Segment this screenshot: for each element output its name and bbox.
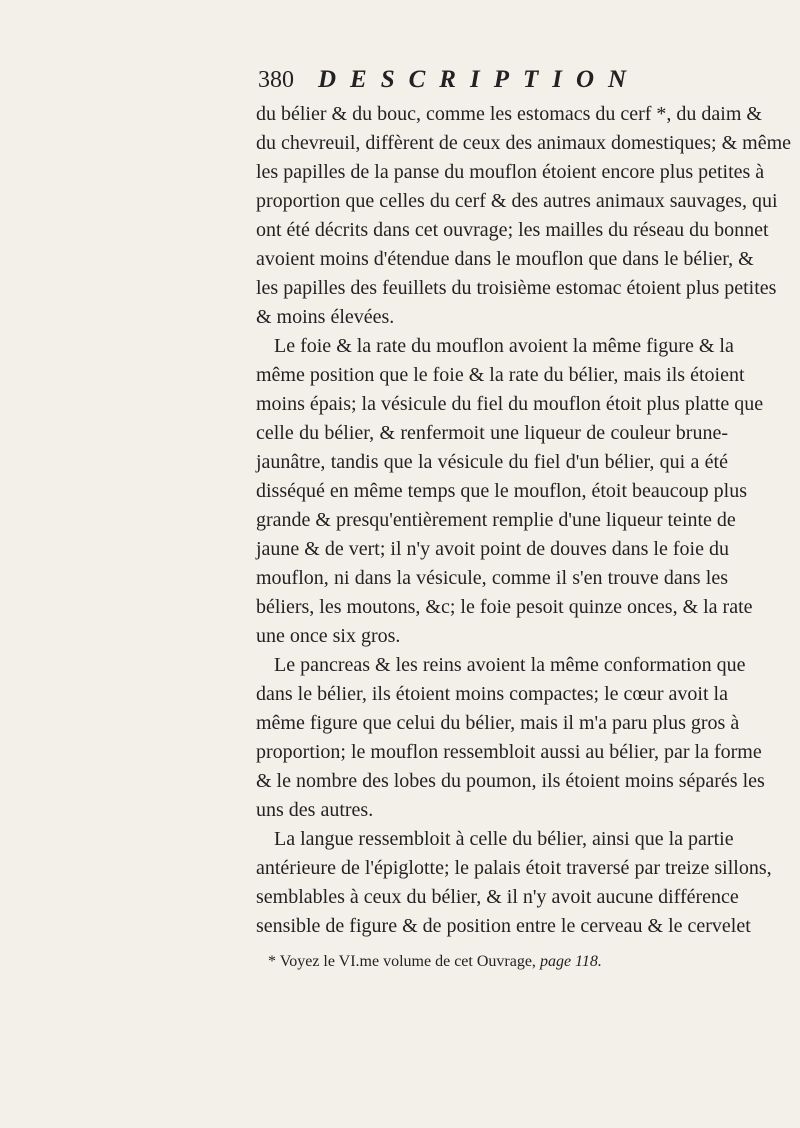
footnote-text: Voyez le VI.me volume de cet Ouvrage,: [279, 953, 536, 970]
text-line: moins épais; la vésicule du fiel du mouflon étoit plus platte que: [256, 393, 764, 415]
text-line: & le nombre des lobes du poumon, ils étoient moins séparés les: [256, 770, 765, 792]
text-line: du chevreuil, diffèrent de ceux des animaux domestiques; & même: [256, 132, 792, 154]
text-line: Le foie & la rate du mouflon avoient la même figure & la: [274, 335, 734, 357]
text-line: disséqué en même temps que le mouflon, étoit beaucoup plus: [256, 480, 747, 502]
text-line: grande & presqu'entièrement remplie d'une liqueur teinte de: [256, 509, 736, 531]
text-line: Le pancreas & les reins avoient la même conformation que: [274, 654, 746, 676]
text-line: même position que le foie & la rate du bélier, mais ils étoient: [256, 364, 745, 386]
text-line: jaune & de vert; il n'y avoit point de douves dans le foie du: [256, 538, 729, 560]
footnote: [268, 950, 728, 974]
text-line: semblables à ceux du bélier, & il n'y avoit aucune différence: [256, 886, 739, 908]
page-number: 380: [258, 67, 294, 93]
page-header: [258, 64, 728, 96]
text-line: dans le bélier, ils étoient moins compactes; le cœur avoit la: [256, 683, 728, 705]
text-line: avoient moins d'étendue dans le mouflon que dans le bélier, &: [256, 248, 754, 270]
text-line: mouflon, ni dans la vésicule, comme il s'en trouve dans les: [256, 567, 728, 589]
text-line: jaunâtre, tandis que la vésicule du fiel d'un bélier, qui a été: [256, 451, 728, 473]
footnote-page-ref: page 118.: [539, 953, 602, 970]
body-text: [256, 100, 792, 941]
running-title: DESCRIPTION: [318, 66, 641, 93]
text-line: les papilles des feuillets du troisième estomac étoient plus petites: [256, 277, 777, 299]
text-line: une once six gros.: [256, 625, 401, 647]
text-line: sensible de figure & de position entre le cerveau & le cervelet: [256, 915, 751, 937]
text-line: du bélier & du bouc, comme les estomacs du cerf *, du daim &: [256, 103, 762, 125]
text-line: même figure que celui du bélier, mais il m'a paru plus gros à: [256, 712, 740, 734]
text-line: uns des autres.: [256, 799, 374, 821]
text-line: les papilles de la panse du mouflon étoient encore plus petites à: [256, 161, 765, 183]
text-line: ont été décrits dans cet ouvrage; les mailles du réseau du bonnet: [256, 219, 769, 241]
footnote-marker: *: [268, 953, 276, 970]
text-line: La langue ressembloit à celle du bélier, ainsi que la partie: [274, 828, 734, 850]
text-line: antérieure de l'épiglotte; le palais étoit traversé par treize sillons,: [256, 857, 772, 879]
text-line: béliers, les moutons, &c; le foie pesoit quinze onces, & la rate: [256, 596, 753, 618]
text-line: proportion que celles du cerf & des autres animaux sauvages, qui: [256, 190, 778, 212]
text-line: proportion; le mouflon ressembloit aussi au bélier, par la forme: [256, 741, 762, 763]
text-line: & moins élevées.: [256, 306, 395, 328]
text-line: celle du bélier, & renfermoit une liqueur de couleur brune-: [256, 422, 728, 444]
